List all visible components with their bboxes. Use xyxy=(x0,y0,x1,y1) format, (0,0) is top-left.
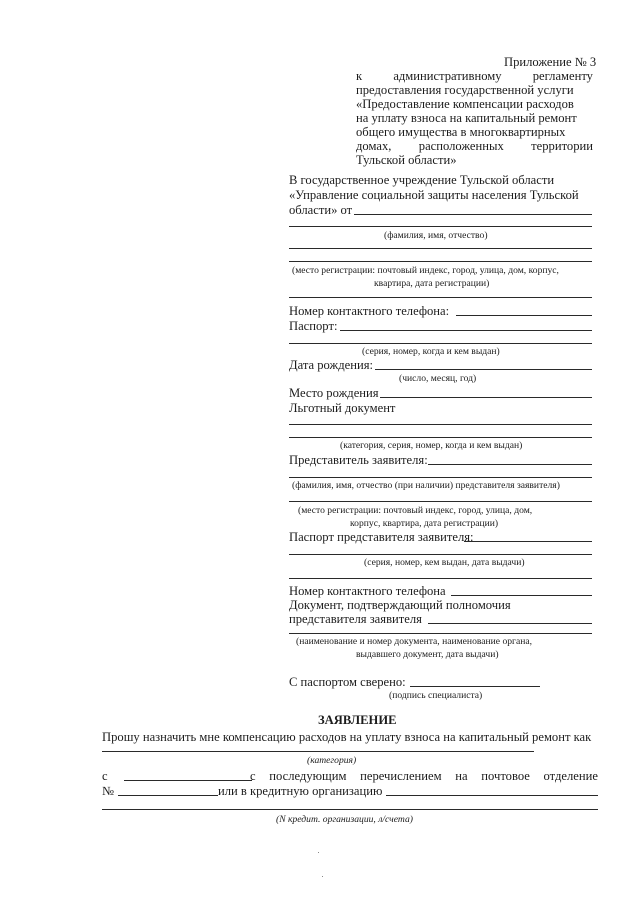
appendix-word: домах, xyxy=(356,139,392,153)
appendix-word: расположенных xyxy=(418,139,504,153)
phone-label: Номер контактного телефона: xyxy=(289,304,450,318)
registration-fill-line-1[interactable] xyxy=(289,248,592,249)
registration-fill-line-2[interactable] xyxy=(289,261,592,262)
credit-org-input[interactable] xyxy=(386,795,598,796)
from-fill-line[interactable] xyxy=(354,214,592,215)
phone-input[interactable] xyxy=(456,315,592,316)
birth-date-input[interactable] xyxy=(375,369,592,370)
post-office-number-input[interactable] xyxy=(118,795,218,796)
appendix-word: регламенту xyxy=(532,69,593,83)
birth-date-caption: (число, месяц, год) xyxy=(399,373,477,384)
birth-place-label: Место рождения xyxy=(289,386,379,400)
rep-registration-caption-2: корпус, квартира, дата регистрации) xyxy=(350,518,499,529)
scan-speck xyxy=(322,876,323,877)
fio-caption: (фамилия, имя, отчество) xyxy=(384,230,488,241)
appendix-line-4: на уплату взноса на капитальный ремонт xyxy=(356,111,577,125)
appendix-word: к xyxy=(356,69,363,83)
appendix-line-1 xyxy=(356,70,593,83)
addressee-line-1: В государственное учреждение Тульской области xyxy=(289,173,555,187)
benefit-doc-caption: (категория, серия, номер, когда и кем выдан) xyxy=(340,440,523,451)
specialist-signature-caption: (подпись специалиста) xyxy=(389,690,483,701)
specialist-signature-input[interactable] xyxy=(410,686,540,687)
category-caption: (категория) xyxy=(307,755,357,766)
birth-place-input[interactable] xyxy=(380,397,592,398)
rep-phone-label: Номер контактного телефона xyxy=(289,584,446,598)
credit-org-account-input[interactable] xyxy=(102,809,598,810)
benefit-doc-label: Льготный документ xyxy=(289,401,396,415)
scan-speck xyxy=(318,852,319,853)
registration-fill-line-3[interactable] xyxy=(289,297,592,298)
appendix-word: административному xyxy=(393,69,502,83)
fio-fill-line[interactable] xyxy=(289,226,592,227)
rep-passport-label: Паспорт представителя заявителя: xyxy=(289,530,474,544)
authority-doc-label-1: Документ, подтверждающий полномочия xyxy=(289,598,511,612)
registration-caption-1: (место регистрации: почтовый индекс, город, улица, дом, корпус, xyxy=(292,265,559,276)
appendix-line-2: предоставления государственной услуги xyxy=(356,83,574,97)
following-word: отделение xyxy=(543,769,598,783)
or-credit-org-text: или в кредитную организацию xyxy=(218,784,383,798)
post-office-number-label: № xyxy=(102,784,115,798)
following-word: с xyxy=(250,769,256,783)
authority-doc-label-2: представителя заявителя xyxy=(289,612,422,626)
birth-date-label: Дата рождения: xyxy=(289,358,373,372)
rep-passport-input[interactable] xyxy=(464,541,592,542)
appendix-line-5: общего имущества в многоквартирных xyxy=(356,125,566,139)
statement-request: Прошу назначить мне компенсацию расходов на уплату взноса на капитальный ремонт как xyxy=(102,730,592,744)
rep-passport-input-line-2[interactable] xyxy=(289,554,592,555)
representative-input-line-2[interactable] xyxy=(289,477,592,478)
benefit-doc-input-2[interactable] xyxy=(289,437,592,438)
passport-input-line-2[interactable] xyxy=(289,343,592,344)
rep-registration-input[interactable] xyxy=(289,501,592,502)
representative-input[interactable] xyxy=(428,464,592,465)
appendix-line-7: Тульской области» xyxy=(356,153,457,167)
benefit-doc-input-1[interactable] xyxy=(289,424,592,425)
authority-doc-caption-2: выдавшего документ, дата выдачи) xyxy=(356,649,499,660)
rep-registration-caption-1: (место регистрации: почтовый индекс, город, улица, дом, xyxy=(298,505,533,516)
addressee-line-2: «Управление социальной защиты населения Тульской xyxy=(289,188,579,202)
appendix-line-3: «Предоставление компенсации расходов xyxy=(356,97,574,111)
rep-passport-input-line-3[interactable] xyxy=(289,578,592,579)
following-transfer-text xyxy=(250,770,598,783)
addressee-line-3: области» от xyxy=(289,203,353,217)
passport-label: Паспорт: xyxy=(289,319,338,333)
passport-caption: (серия, номер, когда и кем выдан) xyxy=(362,346,500,357)
authority-doc-caption-1: (наименование и номер документа, наименование органа, xyxy=(296,636,533,647)
rep-phone-input[interactable] xyxy=(451,595,592,596)
following-word: последующим xyxy=(269,769,347,783)
following-word: перечислением xyxy=(360,769,442,783)
following-word: почтовое xyxy=(481,769,530,783)
appendix-title: Приложение № 3 xyxy=(504,55,597,69)
authority-doc-input-line-2[interactable] xyxy=(289,633,592,634)
passport-input[interactable] xyxy=(340,330,592,331)
registration-caption-2: квартира, дата регистрации) xyxy=(374,278,490,289)
appendix-word: территории xyxy=(531,139,593,153)
from-word: с xyxy=(102,769,108,783)
category-input[interactable] xyxy=(102,751,534,752)
verified-label: С паспортом сверено: xyxy=(289,675,406,689)
credit-org-caption: (N кредит. организации, л/счета) xyxy=(276,814,413,825)
representative-label: Представитель заявителя: xyxy=(289,453,428,467)
from-date-input[interactable] xyxy=(124,780,252,781)
representative-caption: (фамилия, имя, отчество (при наличии) представителя заявителя) xyxy=(292,480,560,491)
authority-doc-input[interactable] xyxy=(428,623,592,624)
appendix-line-6 xyxy=(356,140,593,153)
rep-passport-caption: (серия, номер, кем выдан, дата выдачи) xyxy=(364,557,525,568)
following-word: на xyxy=(455,769,468,783)
statement-heading: ЗАЯВЛЕНИЕ xyxy=(318,713,397,727)
